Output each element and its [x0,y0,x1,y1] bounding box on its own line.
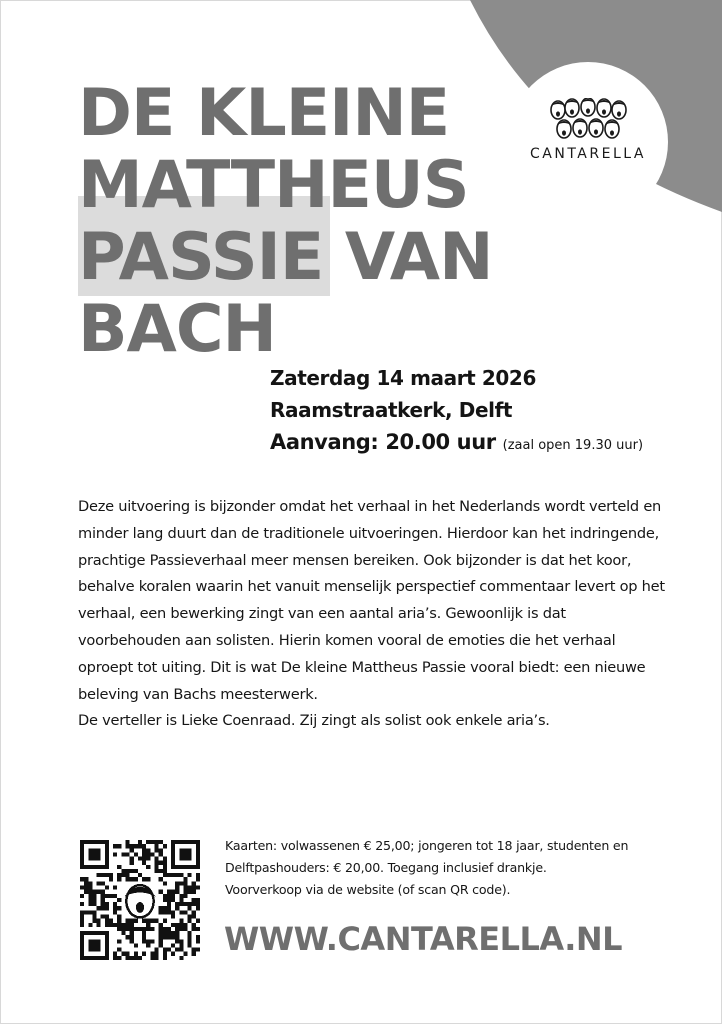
title-line-4: BACH [78,292,276,367]
event-info [270,362,700,462]
event-start: Aanvang: 20.00 uur [270,430,496,454]
event-doors: (zaal open 19.30 uur) [502,438,644,453]
qr-code-icon[interactable] [80,840,200,960]
ticket-line-3: Voorverkoop via de website (of scan QR code). [225,882,511,897]
title-line-3: PASSIE VAN [78,220,493,295]
title-line-1: DE KLEINE [78,76,450,151]
event-date: Zaterdag 14 maart 2026 [270,366,536,390]
ticket-line-2: Delftpashouders: € 20,00. Toegang inclusief drankje. [225,860,547,875]
event-description [78,494,668,735]
logo-text: CANTARELLA [530,146,646,162]
ticket-line-1: Kaarten: volwassenen € 25,00; jongeren tot 18 jaar, studenten en [225,838,629,853]
title-line-2: MATTHEUS [78,148,469,223]
event-start-row [270,426,700,462]
event-venue: Raamstraatkerk, Delft [270,398,513,422]
description-paragraph-1: Deze uitvoering is bijzonder omdat het verhaal in het Nederlands wordt verteld en minder lang duurt dan de traditionele uitvoeringen. Hierdoor kan het indringende, prachtige Passieverhaal meer mensen bereiken. Ook bijzonder is dat het koor, behalve koralen waarin het vanuit menselijk perspectief commentaar levert op het verhaal, een bewerking zingt van een aantal aria’s. Gewoonlijk is dat voorbehouden aan solisten. Hierin komen vooral de emoties die het verhaal oproept tot uiting. Dit is wat De kleine Mattheus Passie vooral biedt: een nieuwe beleving van Bachs meesterwerk. [78,498,665,703]
website-url[interactable]: WWW.CANTARELLA.NL [224,920,623,958]
ticket-info [225,835,695,901]
event-title [78,78,698,366]
description-paragraph-2: De verteller is Lieke Coenraad. Zij zingt als solist ook enkele aria’s. [78,712,550,730]
